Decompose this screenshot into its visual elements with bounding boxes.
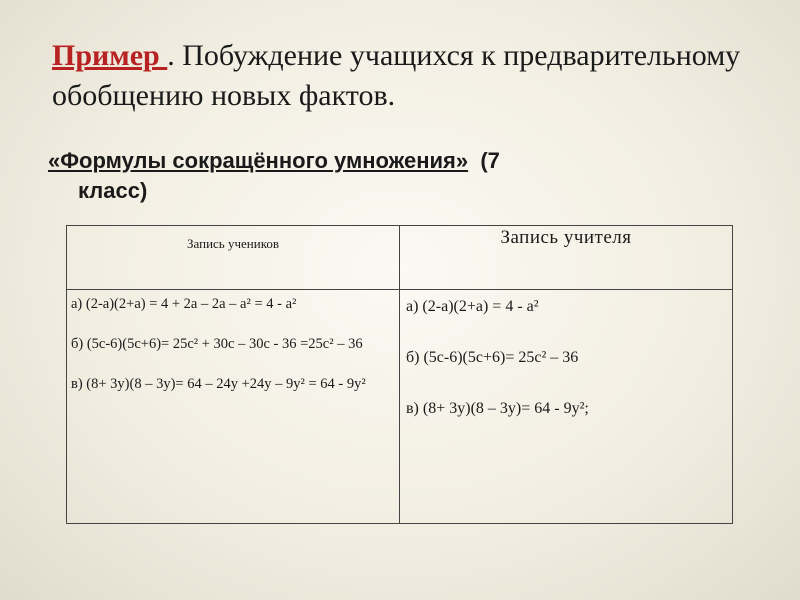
students-column-header: Запись учеников — [67, 226, 400, 290]
students-entry-c: в) (8+ 3у)(8 – 3у)= 64 – 24у +24у – 9у² = 64 - 9у² — [71, 376, 366, 392]
slide-title — [52, 36, 772, 116]
topic-title: «Формулы сокращённого умножения» — [48, 148, 469, 173]
students-entry-b: б) (5с-6)(5с+6)= 25с² + 30с – 30с - 36 =25с² – 36 — [71, 336, 363, 352]
table-row — [67, 290, 733, 524]
students-notes-cell — [67, 290, 400, 524]
table-header-row — [67, 226, 733, 290]
teacher-entry-a: а) (2-а)(2+а) = 4 - а² — [406, 298, 539, 315]
teacher-entry-b: б) (5с-6)(5с+6)= 25с² – 36 — [406, 349, 579, 366]
teacher-column-header: Запись учителя — [400, 226, 733, 290]
example-label: Пример — [52, 39, 168, 72]
slide-subtitle — [48, 146, 728, 206]
grade-close: класс) — [78, 178, 148, 203]
grade-open: (7 — [480, 148, 500, 173]
teacher-entry-c: в) (8+ 3у)(8 – 3у)= 64 - 9у²; — [406, 400, 589, 417]
teacher-notes-cell — [400, 290, 733, 524]
comparison-table — [66, 225, 733, 524]
students-entry-a: а) (2-а)(2+а) = 4 + 2а – 2а – а² = 4 - а² — [71, 296, 297, 312]
title-text: . Побуждение учащихся к предварительному обобщению новых фактов. — [52, 39, 741, 112]
